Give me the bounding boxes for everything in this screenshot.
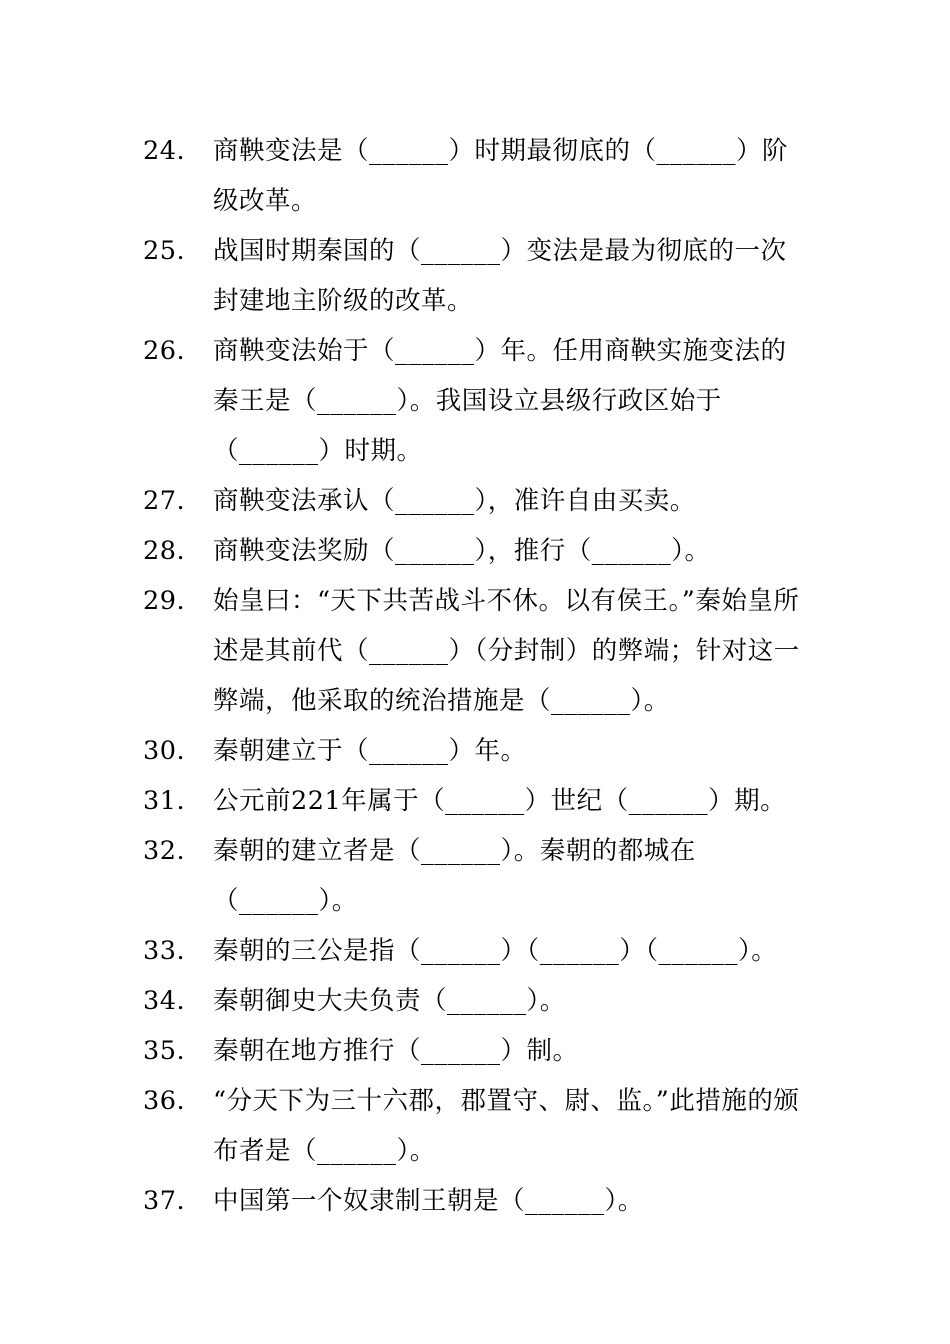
question-number: 29. [143,586,186,616]
question-number: 27. [143,486,186,516]
question-number: 34. [143,986,186,1016]
question-text: 公元前221年属于（______）世纪（______）期。 [213,786,787,816]
question-number: 26. [143,336,186,366]
question-item [143,1026,811,1076]
question-item [143,526,811,576]
question-number: 32. [143,836,186,866]
question-text: 秦朝的建立者是（______）。秦朝的都城在（______）。 [213,836,696,916]
question-item [143,1076,811,1176]
question-text: 商鞅变法始于（______）年。任用商鞅实施变法的秦王是（______）。我国设立县级行政区始于（______）时期。 [213,336,787,466]
question-text: 秦朝的三公是指（______）（______）（______）。 [213,936,778,966]
question-item [143,126,811,226]
question-number: 37. [143,1186,186,1216]
question-item [143,926,811,976]
question-item [143,776,811,826]
question-item [143,326,811,476]
question-number: 33. [143,936,186,966]
question-list [143,126,811,1226]
question-item [143,976,811,1026]
question-number: 35. [143,1036,186,1066]
question-item [143,1176,811,1226]
question-text: 秦朝建立于（______）年。 [213,736,527,766]
question-item [143,476,811,526]
question-number: 31. [143,786,186,816]
question-text: 秦朝在地方推行（______）制。 [213,1036,579,1066]
question-number: 25. [143,236,186,266]
question-number: 36. [143,1086,186,1116]
question-text: 中国第一个奴隶制王朝是（______）。 [213,1186,644,1216]
question-text: “分天下为三十六郡，郡置守、尉、监。”此措施的颁布者是（______）。 [213,1086,800,1166]
question-text: 始皇曰：“天下共苦战斗不休。以有侯王。”秦始皇所述是其前代（______）（分封制）的弊端；针对这一弊端，他采取的统治措施是（______）。 [213,586,800,716]
question-text: 战国时期秦国的（______）变法是最为彻底的一次封建地主阶级的改革。 [213,236,787,316]
question-text: 商鞅变法奖励（______），推行（______）。 [213,536,711,566]
question-text: 秦朝御史大夫负责（______）。 [213,986,566,1016]
question-item [143,826,811,926]
question-item [143,226,811,326]
question-text: 商鞅变法是（______）时期最彻底的（______）阶级改革。 [213,136,789,216]
question-number: 24. [143,136,186,166]
question-number: 30. [143,736,186,766]
question-item [143,726,811,776]
question-item [143,576,811,726]
question-text: 商鞅变法承认（______），准许自由买卖。 [213,486,696,516]
question-number: 28. [143,536,186,566]
